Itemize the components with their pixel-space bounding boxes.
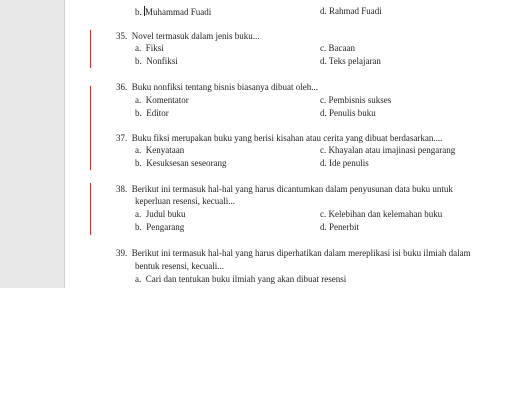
option-d-lead: d. Rahmad Fuadi xyxy=(320,6,382,16)
q36-option-b: b. Editor xyxy=(135,108,169,118)
q36-option-a: a. Komentator xyxy=(135,95,189,105)
q38-option-b: b. Pengarang xyxy=(135,222,185,232)
question-38-line2: keperluan resensi, kecuali... xyxy=(135,196,235,206)
question-39-line1: 39. Berikut ini termasuk hal-hal yang harus diperhatikan dalam mereplikasi isi buku ilmiah dalam xyxy=(116,248,471,258)
q37-option-b: b. Kesuksesan seseorang xyxy=(135,158,227,168)
question-37: 37. Buku fiksi merupakan buku yang berisi kisahan atau cerita yang dibuat berdasarkan.... xyxy=(116,133,443,143)
question-39-line2: bentuk resensi, kecuali... xyxy=(135,261,224,271)
change-bar xyxy=(90,30,91,68)
q37-option-d: d. Ide penulis xyxy=(320,158,369,168)
question-35: 35. Novel termasuk dalam jenis buku... xyxy=(116,31,260,41)
question-38-line1: 38. Berikut ini termasuk hal-hal yang harus dicantumkan dalam penyusunan data buku untuk xyxy=(116,184,453,194)
q37-option-a: a. Kenyataan xyxy=(135,145,185,155)
q35-option-b: b. Nonfiksi xyxy=(135,56,178,66)
q35-option-a: a. Fiksi xyxy=(135,43,164,53)
q35-option-d: d. Teks pelajaran xyxy=(320,56,381,66)
q38-option-a: a. Judul buku xyxy=(135,209,186,219)
q35-option-c: c. Bacaan xyxy=(320,43,355,53)
change-bar xyxy=(90,86,91,170)
change-bar xyxy=(90,183,91,235)
option-b-lead: b. Muhammad Fuadi xyxy=(135,7,212,17)
q39-option-a: a. Cari dan tentukan buku ilmiah yang akan dibuat resensi xyxy=(135,274,347,284)
question-36: 36. Buku nonfiksi tentang bisnis biasanya dibuat oleh... xyxy=(116,82,318,92)
q36-option-c: c. Pembisnis sukses xyxy=(320,95,392,105)
document-page[interactable] xyxy=(64,0,514,288)
q37-option-c: c. Khayalan atau imajinasi pengarang xyxy=(320,145,456,155)
q38-option-c: c. Kelebihan dan kelemahan buku xyxy=(320,209,443,219)
q38-option-d: d. Penerbit xyxy=(320,222,359,232)
q36-option-d: d. Penulis buku xyxy=(320,108,376,118)
